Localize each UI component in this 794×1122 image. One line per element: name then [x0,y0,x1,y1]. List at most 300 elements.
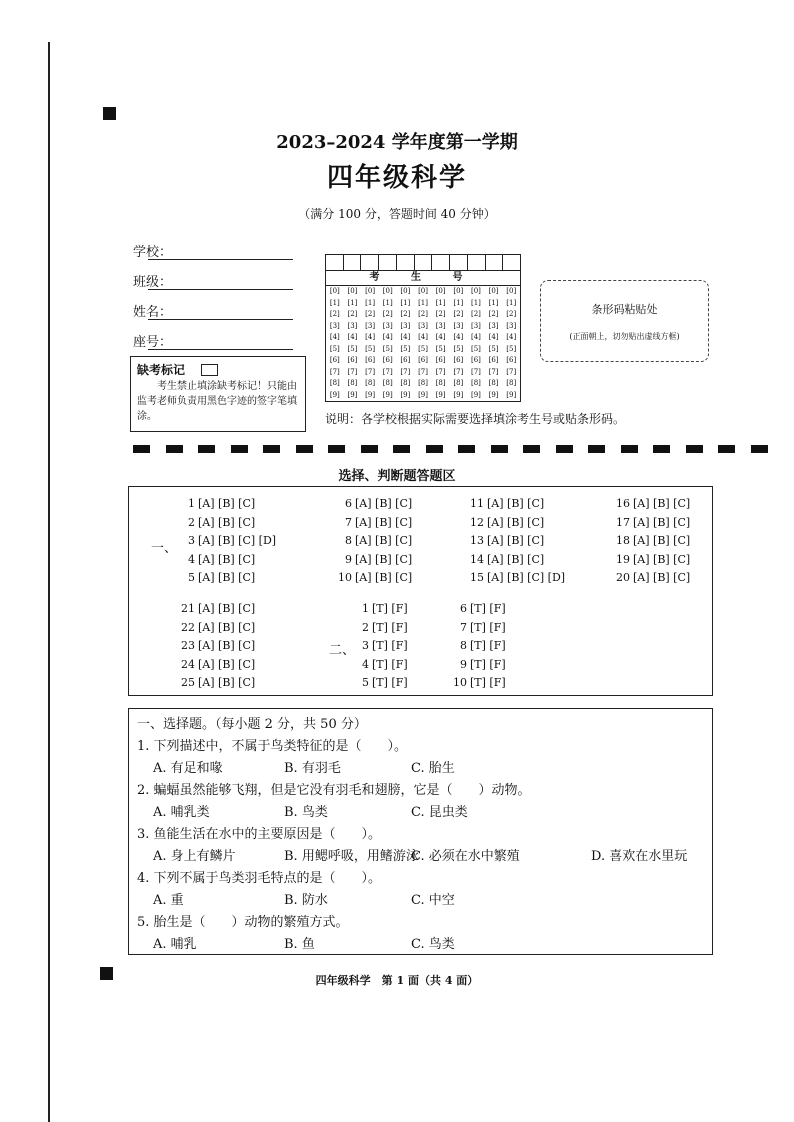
separator-dash [491,445,508,453]
id-bubble[interactable]: [6] [329,356,340,364]
answer-bubbles[interactable]: [A] [B] [C] [198,602,256,615]
id-bubble[interactable]: [7] [435,367,446,376]
question-option: D. 喜欢在水里玩 [591,849,688,864]
id-bubble-row [326,309,520,321]
question-number: 18 [616,534,630,547]
id-bubble[interactable]: [6] [488,356,499,364]
answer-bubbles[interactable]: [A] [B] [C] [633,515,691,529]
choice-answer-row[interactable] [334,571,412,584]
question-option: A. 哺乳 [153,937,197,952]
true-false-answer-row[interactable] [351,676,408,689]
question-option: A. 身上有鳞片 [153,849,236,864]
answer-bubbles[interactable]: [A] [B] [C] [355,571,413,584]
question-number: 16 [616,497,630,510]
choice-answer-row[interactable] [177,602,255,615]
id-bubble[interactable]: [6] [347,356,358,364]
answer-bubbles[interactable]: [A] [B] [C] [198,497,256,510]
choice-answer-row[interactable] [177,516,255,529]
id-bubble[interactable]: [5] [347,344,358,353]
id-bubble-row [326,344,520,356]
answer-bubbles[interactable]: [T] [F] [372,676,408,689]
id-bubble[interactable]: [9] [329,390,340,399]
question-number: 1 [362,602,369,615]
id-bubble[interactable]: [9] [347,390,358,399]
id-bubble[interactable]: [3] [418,321,428,330]
id-cell[interactable] [450,255,468,270]
choice-answer-row[interactable] [466,553,544,566]
id-bubble[interactable]: [2] [329,310,340,318]
separator-dash [393,445,410,453]
answer-bubbles[interactable]: [T] [F] [470,602,506,615]
choice-answer-row[interactable] [177,534,276,547]
true-false-answer-row[interactable] [351,658,408,671]
id-bubble[interactable]: [1] [329,298,340,307]
question-number: 22 [181,620,195,634]
id-bubble[interactable]: [1] [488,298,499,307]
id-bubble-row [326,378,520,390]
student-id-grid [325,254,521,402]
id-bubble[interactable]: [8] [329,379,340,387]
question-number: 20 [616,571,630,584]
id-bubble[interactable]: [9] [418,390,428,399]
id-bubble[interactable]: [9] [453,390,464,399]
id-bubble-row [326,286,520,298]
question-option: C. 鸟类 [411,937,455,952]
id-bubble[interactable]: [0] [347,287,358,295]
id-bubble[interactable]: [0] [435,287,446,295]
id-bubble[interactable]: [9] [365,390,376,399]
instruction-text: 说明：各学校根据实际需要选择填涂考生号或贴条形码。 [325,412,626,426]
id-bubble[interactable]: [4] [329,333,340,341]
barcode-title: 条形码粘贴处 [591,303,658,316]
id-bubble[interactable]: [0] [400,287,411,295]
question-number: 17 [616,515,630,529]
answer-bubbles[interactable]: [T] [F] [372,620,408,634]
id-bubble[interactable]: [6] [400,356,411,364]
answer-bubbles[interactable]: [A] [B] [C] [198,552,256,566]
question-option: B. 用鳃呼吸，用鳍游泳 [284,849,419,864]
separator-dash [718,445,735,453]
id-bubble[interactable]: [2] [470,310,481,318]
id-bubble[interactable]: [4] [470,333,481,341]
id-bubble[interactable]: [5] [453,344,464,353]
id-bubble[interactable]: [1] [506,298,517,307]
choice-answer-row[interactable] [612,534,690,547]
answer-bubbles[interactable]: [A] [B] [C] [487,534,545,547]
id-bubble[interactable]: [0] [488,287,499,295]
id-bubble[interactable]: [3] [488,321,499,330]
choice-answer-row[interactable] [612,497,690,510]
id-bubble[interactable]: [6] [435,356,446,364]
true-false-answer-row[interactable] [449,658,506,671]
separator-dash [263,445,280,453]
id-bubble[interactable]: [4] [418,333,428,341]
id-bubble[interactable]: [4] [365,333,376,341]
id-cell[interactable] [415,255,433,270]
id-bubble[interactable]: [8] [347,379,358,387]
question-number: 8 [460,639,467,652]
id-bubble[interactable]: [8] [453,379,464,387]
id-bubble[interactable]: [5] [488,344,499,353]
question-number: 25 [181,676,195,689]
id-bubble[interactable]: [7] [329,367,340,376]
answer-bubbles[interactable]: [A] [B] [C] [487,552,545,566]
question-number: 3 [188,534,195,547]
id-bubble[interactable]: [8] [435,379,446,387]
answer-bubbles[interactable]: [A] [B] [C] [633,552,691,566]
answer-bubbles[interactable]: [T] [F] [470,620,506,634]
question-number: 1 [188,497,195,510]
id-bubble[interactable]: [1] [418,298,428,307]
id-bubble[interactable]: [5] [435,344,446,353]
id-bubble[interactable]: [2] [347,310,358,318]
id-bubble[interactable]: [2] [435,310,446,318]
question-option: B. 鱼 [284,937,315,952]
question-number: 13 [470,534,484,547]
id-bubble[interactable]: [8] [488,379,499,387]
id-bubble[interactable]: [5] [506,344,517,353]
question-option: B. 鸟类 [284,805,328,820]
separator-dash [426,445,443,453]
id-bubble[interactable]: [7] [506,367,517,376]
question-number: 9 [345,552,352,566]
separator-dash [523,445,540,453]
true-false-answer-row[interactable] [449,639,506,652]
id-cell[interactable] [468,255,486,270]
true-false-answer-row[interactable] [351,602,408,615]
corner-marker-top [103,107,116,120]
question-option: B. 有羽毛 [284,761,341,776]
answer-area [128,486,713,696]
id-cell[interactable] [379,255,397,270]
choice-answer-row[interactable] [612,553,690,566]
question-number: 10 [338,571,352,584]
separator-dash [361,445,378,453]
choice-answer-row[interactable] [177,553,255,566]
id-bubble[interactable]: [4] [400,333,411,341]
separator-dash [751,445,768,453]
question-option: B. 防水 [284,893,328,908]
choice-answer-row[interactable] [466,497,544,510]
id-bubble[interactable]: [0] [365,287,376,295]
true-false-answer-row[interactable] [351,621,408,634]
question-option: C. 必须在水中繁殖 [411,849,520,864]
answer-bubbles[interactable]: [A] [B] [C] [355,534,413,547]
question-number: 24 [181,657,195,671]
answer-bubbles[interactable]: [A] [B] [C] [633,534,691,547]
answer-bubbles[interactable]: [A] [B] [C] [355,552,413,566]
id-bubble[interactable]: [6] [506,356,517,364]
name-label: 姓名： [133,305,173,320]
id-bubble[interactable]: [3] [453,321,464,330]
question-stem: 4. 下列不属于鸟类羽毛特点的是（ ）。 [137,871,382,886]
id-bubble[interactable]: [7] [470,367,481,376]
separator-dash [231,445,248,453]
id-bubble[interactable]: [5] [418,344,428,353]
question-number: 8 [345,534,352,547]
id-bubble[interactable]: [4] [435,333,446,341]
question-number: 6 [460,602,467,615]
choice-answer-row[interactable] [466,571,565,584]
answer-bubbles[interactable]: [A] [B] [C] [355,497,413,510]
id-bubble[interactable]: [2] [418,310,428,318]
class-label: 班级： [133,275,173,290]
choice-answer-row[interactable] [177,571,255,584]
answer-bubbles[interactable]: [A] [B] [C] [198,515,256,529]
answer-bubbles[interactable]: [A] [B] [C] [487,497,545,510]
exam-note: （满分 100 分，答题时间 40 分钟） [298,207,496,221]
answer-bubbles[interactable]: [A] [B] [C] [633,497,691,510]
id-cell[interactable] [503,255,520,270]
true-false-answer-row[interactable] [449,602,506,615]
choice-answer-row[interactable] [177,658,255,671]
id-cell[interactable] [397,255,415,270]
separator-dash [588,445,605,453]
true-false-answer-row[interactable] [351,639,408,652]
name-field[interactable] [148,318,293,320]
question-number: 12 [470,515,484,529]
barcode-note: (正面朝上，切勿贴出虚线方框) [569,332,680,341]
choice-answer-row[interactable] [334,534,412,547]
choice-answer-row[interactable] [177,497,255,510]
id-bubble[interactable]: [5] [329,344,340,353]
id-bubble[interactable]: [2] [488,310,499,318]
exam-term: 2023–2024 学年度第一学期 [276,132,518,153]
answer-bubbles[interactable]: [T] [F] [470,639,506,652]
id-bubble[interactable]: [1] [435,298,446,307]
id-bubble[interactable]: [8] [365,379,376,387]
answer-bubbles[interactable]: [T] [F] [372,602,408,615]
id-bubble[interactable]: [3] [365,321,376,330]
id-bubble[interactable]: [1] [453,298,464,307]
student-id-bubbles [326,286,520,401]
question-number: 9 [460,657,467,671]
question-number: 23 [181,639,195,652]
id-bubble-row [326,390,520,402]
choice-answer-row[interactable] [334,516,412,529]
section-one-label: 一、 [151,541,178,556]
separator-dash [458,445,475,453]
choice-answer-row[interactable] [612,516,690,529]
separator-dash [166,445,183,453]
choice-answer-row[interactable] [177,639,255,652]
question-option: A. 哺乳类 [153,805,210,820]
id-bubble[interactable]: [1] [400,298,411,307]
question-number: 5 [362,676,369,689]
id-bubble[interactable]: [4] [506,333,517,341]
id-bubble[interactable]: [8] [418,379,428,387]
question-number: 11 [470,497,484,510]
choice-answer-row[interactable] [466,516,544,529]
choice-answer-row[interactable] [334,553,412,566]
id-bubble[interactable]: [0] [418,287,428,295]
question-number: 10 [453,676,467,689]
absent-mark-text: 考生禁止填涂缺考标记！只能由监考老师负责用黑色字迹的签字笔填涂。 [137,381,297,422]
answer-bubbles[interactable]: [A] [B] [C] [198,639,256,652]
id-cell[interactable] [344,255,362,270]
question-number: 3 [362,639,369,652]
id-bubble[interactable]: [3] [400,321,411,330]
separator-dash [296,445,313,453]
id-bubble-row [326,298,520,310]
id-bubble-row [326,355,520,367]
answer-bubbles[interactable]: [A] [B] [C] [D] [487,571,566,584]
question-number: 6 [345,497,352,510]
id-bubble[interactable]: [8] [382,379,393,387]
question-number: 2 [362,620,369,634]
question-number: 21 [181,602,195,615]
answer-bubbles[interactable]: [T] [F] [372,657,408,671]
section-two-label: 二、 [329,643,356,658]
school-field[interactable] [148,258,293,260]
id-bubble[interactable]: [5] [400,344,411,353]
answer-bubbles[interactable]: [T] [F] [470,657,506,671]
id-bubble[interactable]: [0] [470,287,481,295]
id-bubble[interactable]: [8] [470,379,481,387]
question-number: 4 [362,657,369,671]
choice-answer-row[interactable] [612,571,690,584]
id-bubble[interactable]: [6] [365,356,376,364]
id-bubble[interactable]: [9] [435,390,446,399]
id-bubble[interactable]: [6] [382,356,393,364]
id-cell[interactable] [432,255,450,270]
question-number: 2 [188,515,195,529]
answer-area-title: 选择、判断题答题区 [338,469,456,484]
separator-dash [198,445,215,453]
question-number: 19 [616,552,630,566]
answer-bubbles[interactable]: [A] [B] [C] [633,571,691,584]
id-bubble[interactable]: [2] [382,310,393,318]
id-bubble[interactable]: [9] [506,390,517,399]
question-section [128,708,713,955]
id-bubble[interactable]: [7] [382,367,393,376]
choice-answer-row[interactable] [466,534,544,547]
id-bubble[interactable]: [1] [365,298,376,307]
separator-dash [556,445,573,453]
id-bubble[interactable]: [4] [347,333,358,341]
answer-bubbles[interactable]: [T] [F] [372,639,408,652]
id-bubble[interactable]: [1] [470,298,481,307]
seat-field[interactable] [148,348,293,350]
true-false-answer-row[interactable] [449,621,506,634]
student-id-write-cells [326,255,520,271]
id-bubble-row [326,332,520,344]
id-cell[interactable] [486,255,504,270]
absent-mark-title: 缺考标记 [137,363,186,377]
choice-answer-row[interactable] [177,676,255,689]
id-bubble[interactable]: [2] [453,310,464,318]
question-option: A. 有足和喙 [153,761,223,776]
id-cell[interactable] [326,255,344,270]
id-bubble[interactable]: [3] [347,321,358,330]
binding-line [48,42,50,1122]
id-bubble[interactable]: [9] [400,390,411,399]
section-heading: 一、选择题。（每小题 2 分，共 50 分） [137,717,367,732]
id-bubble[interactable]: [4] [488,333,499,341]
id-bubble[interactable]: [5] [365,344,376,353]
answer-bubbles[interactable]: [A] [B] [C] [198,571,256,584]
id-bubble[interactable]: [1] [382,298,393,307]
id-bubble[interactable]: [2] [506,310,517,318]
choice-answer-row[interactable] [177,621,255,634]
id-bubble[interactable]: [0] [506,287,517,295]
id-bubble[interactable]: [0] [453,287,464,295]
id-bubble[interactable]: [7] [400,367,411,376]
school-label: 学校： [133,245,173,260]
answer-bubbles[interactable]: [A] [B] [C] [355,515,413,529]
exam-subject: 四年级科学 [326,163,467,193]
id-bubble[interactable]: [2] [400,310,411,318]
true-false-answer-row[interactable] [449,676,506,689]
id-cell[interactable] [361,255,379,270]
question-option: C. 中空 [411,893,455,908]
id-bubble[interactable]: [8] [506,379,517,387]
question-number: 7 [460,620,467,634]
id-bubble[interactable]: [4] [453,333,464,341]
id-bubble[interactable]: [3] [470,321,481,330]
question-stem: 2. 蝙蝠虽然能够飞翔，但是它没有羽毛和翅膀，它是（ ）动物。 [137,783,531,798]
id-bubble[interactable]: [8] [400,379,411,387]
question-number: 7 [345,515,352,529]
answer-bubbles[interactable]: [A] [B] [C] [D] [198,534,277,547]
separator-dash [653,445,670,453]
page-footer: 四年级科学 第 1 面（共 4 面） [315,974,479,987]
answer-bubbles[interactable]: [T] [F] [470,676,506,689]
id-bubble[interactable]: [9] [488,390,499,399]
id-bubble[interactable]: [6] [453,356,464,364]
id-bubble-row [326,321,520,333]
answer-bubbles[interactable]: [A] [B] [C] [198,657,256,671]
id-bubble[interactable]: [7] [488,367,499,376]
choice-answer-row[interactable] [334,497,412,510]
id-bubble[interactable]: [6] [418,356,428,364]
question-stem: 1. 下列描述中，不属于鸟类特征的是（ ）。 [137,739,408,754]
question-option: C. 胎生 [411,761,455,776]
separator-dash [621,445,638,453]
id-bubble[interactable]: [7] [418,367,428,376]
absent-mark-checkbox[interactable] [201,364,218,376]
id-bubble[interactable]: [7] [347,367,358,376]
seat-label: 座号： [133,335,173,350]
id-bubble[interactable]: [5] [382,344,393,353]
id-bubble[interactable]: [9] [382,390,393,399]
id-bubble[interactable]: [3] [506,321,517,330]
class-field[interactable] [148,288,293,290]
id-bubble[interactable]: [9] [470,390,481,399]
id-bubble[interactable]: [1] [347,298,358,307]
separator-dash [686,445,703,453]
id-bubble[interactable]: [7] [365,367,376,376]
id-bubble[interactable]: [0] [329,287,340,295]
answer-bubbles[interactable]: [A] [B] [C] [198,620,256,634]
question-option: C. 昆虫类 [411,805,468,820]
id-bubble[interactable]: [2] [365,310,376,318]
id-bubble[interactable]: [3] [382,321,393,330]
question-number: 5 [188,571,195,584]
id-bubble-row [326,367,520,379]
id-bubble[interactable]: [4] [382,333,393,341]
id-bubble[interactable]: [7] [453,367,464,376]
id-bubble[interactable]: [3] [329,321,340,330]
id-bubble[interactable]: [6] [470,356,481,364]
separator-dash [328,445,345,453]
id-bubble[interactable]: [0] [382,287,393,295]
answer-bubbles[interactable]: [A] [B] [C] [487,515,545,529]
question-number: 14 [470,552,484,566]
id-bubble[interactable]: [3] [435,321,446,330]
id-bubble[interactable]: [5] [470,344,481,353]
answer-bubbles[interactable]: [A] [B] [C] [198,676,256,689]
